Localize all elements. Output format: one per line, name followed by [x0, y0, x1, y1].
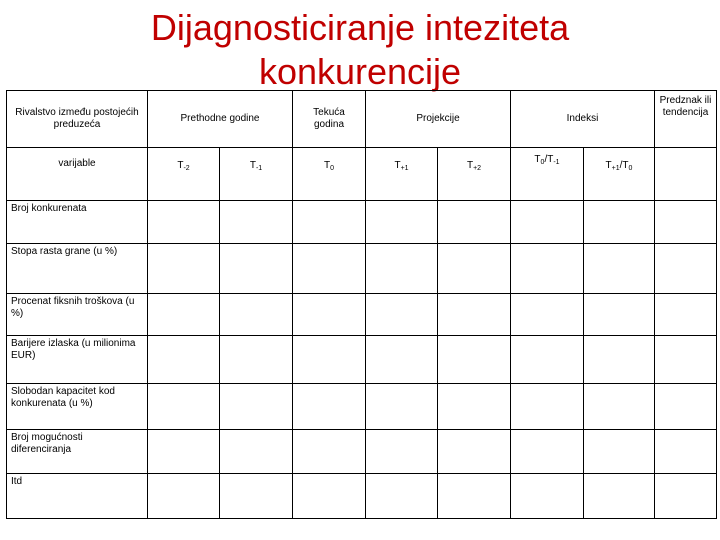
table-cell[interactable]: [655, 430, 717, 474]
table-cell[interactable]: [655, 384, 717, 430]
header-row-periods: [7, 148, 717, 201]
table-cell[interactable]: [438, 430, 511, 474]
header-varijable: varijable: [7, 148, 148, 201]
row-label: Slobodan kapacitet kod konkurenata (u %): [7, 384, 148, 430]
table-cell[interactable]: [511, 336, 584, 384]
table-cell[interactable]: [148, 430, 220, 474]
table-cell[interactable]: [511, 430, 584, 474]
header-predznak-empty: [655, 148, 717, 201]
table-cell[interactable]: [438, 201, 511, 244]
table-row: [7, 244, 717, 294]
header-t-plus-2: $T_{+2}$: [438, 148, 511, 201]
table-cell[interactable]: [366, 336, 438, 384]
table-cell[interactable]: [584, 294, 655, 336]
table-cell[interactable]: [148, 336, 220, 384]
table-cell[interactable]: [584, 201, 655, 244]
table-cell[interactable]: [293, 430, 366, 474]
table-cell[interactable]: [293, 294, 366, 336]
title-line-1: Dijagnosticiranje inteziteta: [150, 7, 570, 48]
header-index-tp1-t0: $T_{+1}/T_0$: [584, 148, 655, 201]
table-cell[interactable]: [293, 201, 366, 244]
table-cell[interactable]: [366, 294, 438, 336]
table-cell[interactable]: [511, 294, 584, 336]
table-cell[interactable]: [148, 244, 220, 294]
table-row: [7, 430, 717, 474]
table-cell[interactable]: [220, 294, 293, 336]
row-label: Barijere izlaska (u milionima EUR): [7, 336, 148, 384]
table-cell[interactable]: [584, 474, 655, 519]
table-cell[interactable]: [366, 384, 438, 430]
header-t-minus-1: $T_{-1}$: [220, 148, 293, 201]
row-label: Broj mogućnosti diferenciranja: [7, 430, 148, 474]
header-row-groups: [7, 91, 717, 148]
table-cell[interactable]: [366, 201, 438, 244]
header-t-plus-1: $T_{+1}$: [366, 148, 438, 201]
table-cell[interactable]: [438, 294, 511, 336]
table-cell[interactable]: [655, 201, 717, 244]
table-cell[interactable]: [293, 384, 366, 430]
table-cell[interactable]: [438, 336, 511, 384]
table-cell[interactable]: [438, 384, 511, 430]
table-cell[interactable]: [584, 430, 655, 474]
competition-table: [6, 90, 717, 519]
table-cell[interactable]: [148, 201, 220, 244]
table-cell[interactable]: [366, 474, 438, 519]
table-cell[interactable]: [148, 384, 220, 430]
row-label: Itd: [7, 474, 148, 519]
table-cell[interactable]: [148, 474, 220, 519]
table-cell[interactable]: [584, 336, 655, 384]
table-row: [7, 294, 717, 336]
row-label: Broj konkurenata: [7, 201, 148, 244]
table-cell[interactable]: [511, 201, 584, 244]
table-cell[interactable]: [293, 336, 366, 384]
table-cell[interactable]: [220, 384, 293, 430]
header-projekcije: Projekcije: [366, 91, 511, 148]
table-cell[interactable]: [584, 384, 655, 430]
table-cell[interactable]: [366, 244, 438, 294]
table-cell[interactable]: [220, 336, 293, 384]
table-cell[interactable]: [293, 244, 366, 294]
header-index-t0-tm1: $T_0/T_{-1}$: [511, 148, 584, 201]
table-cell[interactable]: [220, 430, 293, 474]
table-cell[interactable]: [366, 430, 438, 474]
table-cell[interactable]: [438, 474, 511, 519]
table-row: [7, 384, 717, 430]
header-t-minus-2: $T_{-2}$: [148, 148, 220, 201]
table-cell[interactable]: [438, 244, 511, 294]
table-cell[interactable]: [584, 244, 655, 294]
header-predznak: Predznak ili tendencija: [655, 91, 717, 148]
table-cell[interactable]: [511, 244, 584, 294]
header-rivalstvo: Rivalstvo između postojećih preduzeća: [7, 91, 148, 148]
page-title: [0, 6, 720, 94]
header-prethodne-godine: Prethodne godine: [148, 91, 293, 148]
table-cell[interactable]: [655, 294, 717, 336]
table-cell[interactable]: [148, 294, 220, 336]
table-cell[interactable]: [511, 384, 584, 430]
header-indeksi: Indeksi: [511, 91, 655, 148]
header-t-0: $T_0$: [293, 148, 366, 201]
title-line-2: konkurencije: [258, 51, 462, 92]
table-row: [7, 201, 717, 244]
table-cell[interactable]: [220, 201, 293, 244]
table-cell[interactable]: [655, 336, 717, 384]
header-tekuca-godina: Tekuća godina: [293, 91, 366, 148]
table-row: [7, 474, 717, 519]
table-cell[interactable]: [655, 244, 717, 294]
table-cell[interactable]: [220, 474, 293, 519]
table-cell[interactable]: [655, 474, 717, 519]
table-cell[interactable]: [293, 474, 366, 519]
row-label: Stopa rasta grane (u %): [7, 244, 148, 294]
table-row: [7, 336, 717, 384]
table-cell[interactable]: [220, 244, 293, 294]
table-cell[interactable]: [511, 474, 584, 519]
row-label: Procenat fiksnih troškova (u %): [7, 294, 148, 336]
